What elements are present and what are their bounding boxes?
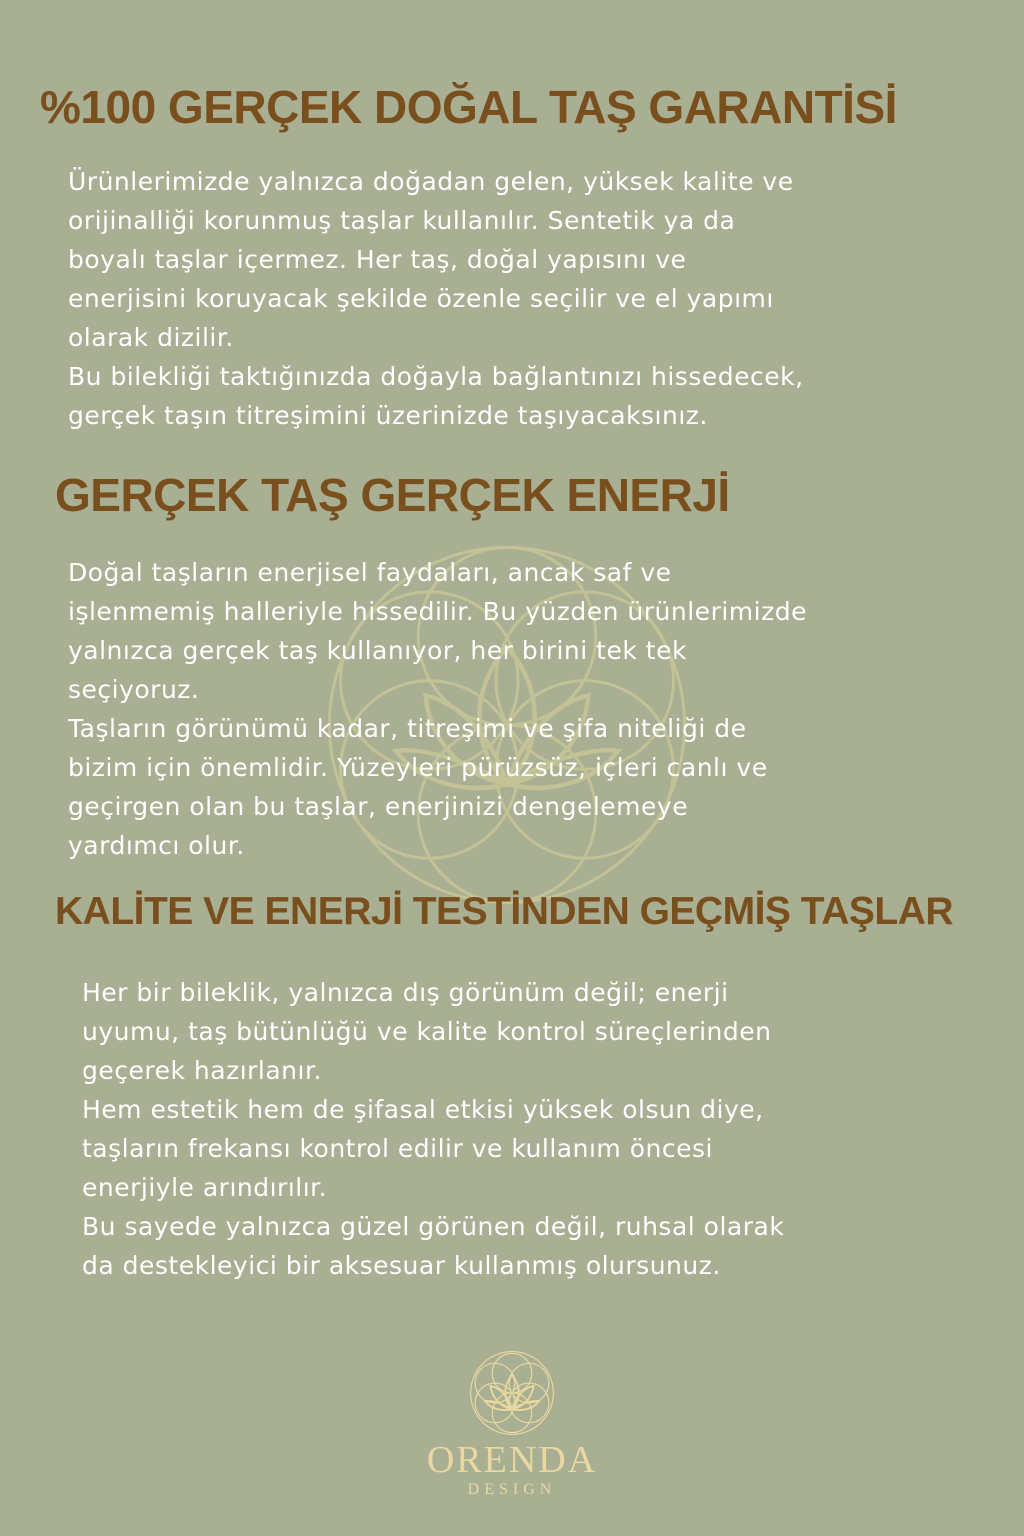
paragraph-line: taşların frekansı kontrol edilir ve kullanım öncesi <box>82 1134 713 1163</box>
paragraph-line: Bu sayede yalnızca güzel görünen değil, ruhsal olarak <box>82 1212 785 1241</box>
paragraph-line: Taşların görünümü kadar, titreşimi ve şifa niteliği de <box>68 714 747 743</box>
section-paragraph-real-energy <box>68 553 807 865</box>
paragraph-line: uyumu, taş bütünlüğü ve kalite kontrol süreçlerinden <box>82 1017 772 1046</box>
section-heading-quality-test: KALİTE VE ENERJİ TESTİNDEN GEÇMİŞ TAŞLAR <box>55 890 954 933</box>
paragraph-line: olarak dizilir. <box>68 323 234 352</box>
brand-subtitle: DESIGN <box>467 1481 557 1498</box>
paragraph-line: Her bir bileklik, yalnızca dış görünüm değil; enerji <box>82 978 729 1007</box>
section-paragraph-quality-test <box>82 973 784 1285</box>
paragraph-line: Bu bilekliği taktığınızda doğayla bağlantınızı hissedecek, <box>68 362 804 391</box>
paragraph-line: seçiyoruz. <box>68 675 200 704</box>
paragraph-line: yalnızca gerçek taş kullanıyor, her birini tek tek <box>68 636 687 665</box>
paragraph-line: Hem estetik hem de şifasal etkisi yüksek olsun diye, <box>82 1095 764 1124</box>
paragraph-line: enerjiyle arındırılır. <box>82 1173 328 1202</box>
paragraph-line: orijinalliği korunmuş taşlar kullanılır. Sentetik ya da <box>68 206 736 235</box>
section-paragraph-guarantee <box>68 162 804 435</box>
paragraph-line: bizim için önemlidir. Yüzeyleri pürüzsüz, içleri canlı ve <box>68 753 768 782</box>
paragraph-line: yardımcı olur. <box>68 831 245 860</box>
paragraph-line: enerjisini koruyacak şekilde özenle seçilir ve el yapımı <box>68 284 774 313</box>
section-heading-real-energy: GERÇEK TAŞ GERÇEK ENERJİ <box>55 469 730 521</box>
section-heading-guarantee: %100 GERÇEK DOĞAL TAŞ GARANTİSİ <box>40 81 897 133</box>
brand-name: ORENDA <box>426 1439 598 1481</box>
paragraph-line: boyalı taşlar içermez. Her taş, doğal yapısını ve <box>68 245 687 274</box>
paragraph-line: Ürünlerimizde yalnızca doğadan gelen, yüksek kalite ve <box>68 167 794 196</box>
paragraph-line: gerçek taşın titreşimini üzerinizde taşıyacaksınız. <box>68 401 708 430</box>
paragraph-line: da destekleyici bir aksesuar kullanmış olursunuz. <box>82 1251 721 1280</box>
brand-logo <box>412 1348 612 1508</box>
paragraph-line: Doğal taşların enerjisel faydaları, ancak saf ve <box>68 558 672 587</box>
paragraph-line: geçerek hazırlanır. <box>82 1056 322 1085</box>
paragraph-line: işlenmemiş halleriyle hissedilir. Bu yüzden ürünlerimizde <box>68 597 807 626</box>
paragraph-line: geçirgen olan bu taşlar, enerjinizi dengelemeye <box>68 792 689 821</box>
lotus-icon <box>467 1348 557 1438</box>
